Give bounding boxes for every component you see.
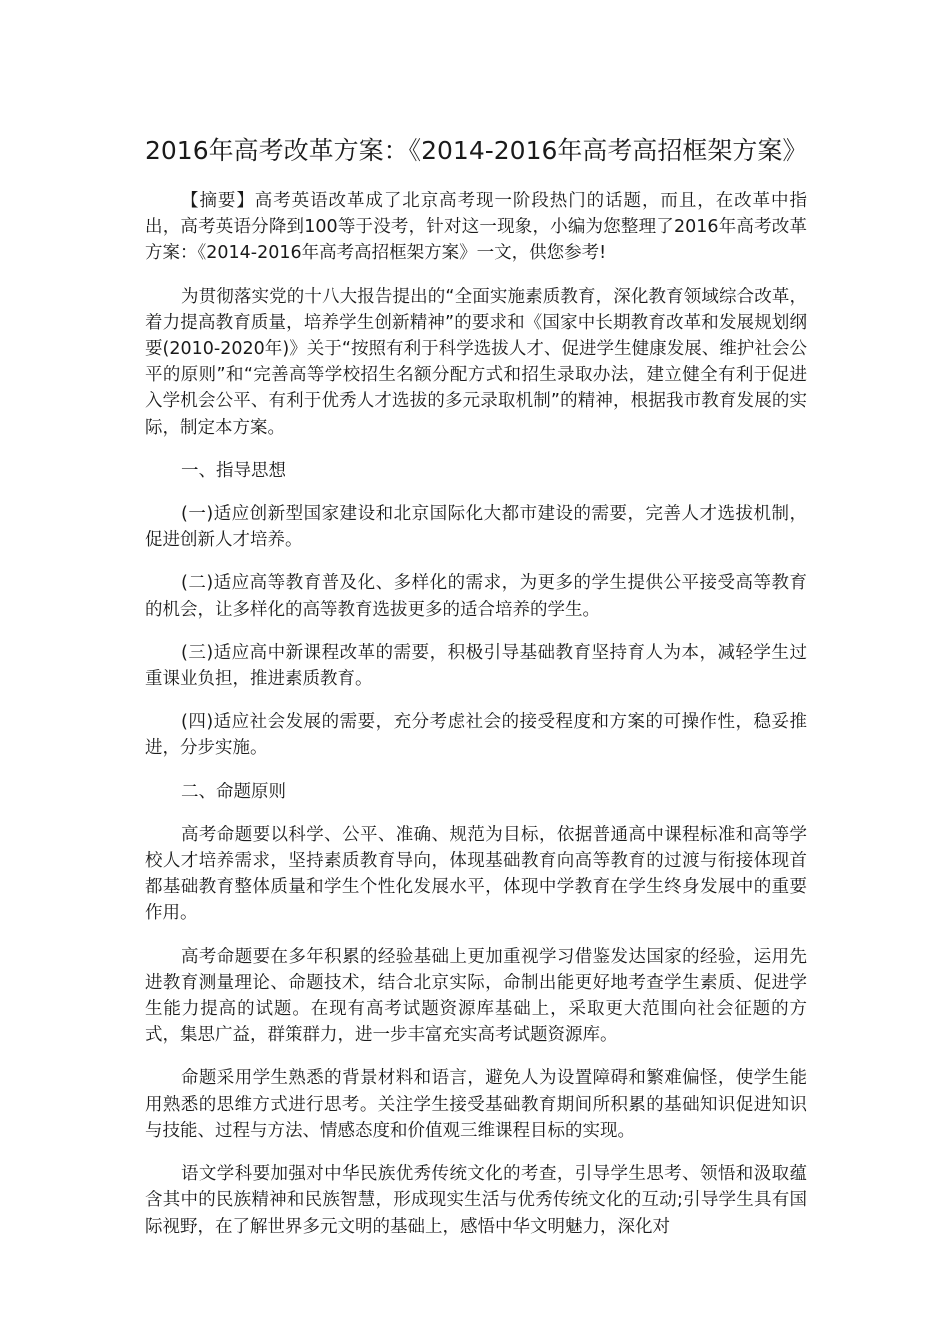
list-paragraph: (四)适应社会发展的需要，充分考虑社会的接受程度和方案的可操作性，稳妥推进，分步实施。 xyxy=(145,712,807,759)
body-paragraph: 高考命题要在多年积累的经验基础上更加重视学习借鉴发达国家的经验，运用先进教育测量理论、命题技术，结合北京实际，命制出能更好地考查学生素质、促进学生能力提高的试题。在现有高考试题资源库基础上，采取更大范围向社会征题的方式，集思广益，群策群力，进一步丰富充实高考试题资源库。 xyxy=(145,946,807,1046)
section-heading: 一、指导思想 xyxy=(181,460,286,481)
list-paragraph: (二)适应高等教育普及化、多样化的需求，为更多的学生提供公平接受高等教育的机会，让多样化的高等教育选拔更多的适合培养的学生。 xyxy=(145,573,807,620)
section-heading: 二、命题原则 xyxy=(181,781,286,802)
document-body xyxy=(145,188,807,1257)
intro-paragraph: 为贯彻落实党的十八大报告提出的“全面实施素质教育，深化教育领域综合改革，着力提高教育质量，培养学生创新精神”的要求和《国家中长期教育改革和发展规划纲要(2010-2020年)》关于“按照有利于科学选拔人才、促进学生健康发展、维护社会公平的原则”和“完善高等学校招生名额分配方式和招生录取办法，建立健全有利于促进入学机会公平、有利于优秀人才选拔的多元录取机制”的精神，根据我市教育发展的实际，制定本方案。 xyxy=(145,286,807,438)
body-paragraph: 命题采用学生熟悉的背景材料和语言，避免人为设置障碍和繁难偏怪，使学生能用熟悉的思维方式进行思考。关注学生接受基础教育期间所积累的基础知识促进知识与技能、过程与方法、情感态度和价值观三维课程目标的实现。 xyxy=(145,1068,807,1141)
abstract-paragraph: 【摘要】高考英语改革成了北京高考现一阶段热门的话题，而且，在改革中指出，高考英语分降到100等于没考，针对这一现象，小编为您整理了2016年高考改革方案：《2014-2016年高考高招框架方案》一文，供您参考! xyxy=(145,191,807,264)
body-paragraph: 高考命题要以科学、公平、准确、规范为目标，依据普通高中课程标准和高等学校人才培养需求，坚持素质教育导向，体现基础教育向高等教育的过渡与衔接体现首都基础教育整体质量和学生个性化发展水平，体现中学教育在学生终身发展中的重要作用。 xyxy=(145,824,807,924)
list-paragraph: (三)适应高中新课程改革的需要，积极引导基础教育坚持育人为本，减轻学生过重课业负担，推进素质教育。 xyxy=(145,642,807,690)
document-title: 2016年高考改革方案：《2014-2016年高考高招框架方案》 xyxy=(145,136,808,165)
list-paragraph: (一)适应创新型国家建设和北京国际化大都市建设的需要，完善人才选拔机制，促进创新人才培养。 xyxy=(145,504,807,551)
body-paragraph: 语文学科要加强对中华民族优秀传统文化的考查，引导学生思考、领悟和汲取蕴含其中的民族精神和民族智慧，形成现实生活与优秀传统文化的互动;引导学生具有国际视野，在了解世界多元文明的基础上，感悟中华文明魅力，深化对 xyxy=(145,1164,807,1237)
